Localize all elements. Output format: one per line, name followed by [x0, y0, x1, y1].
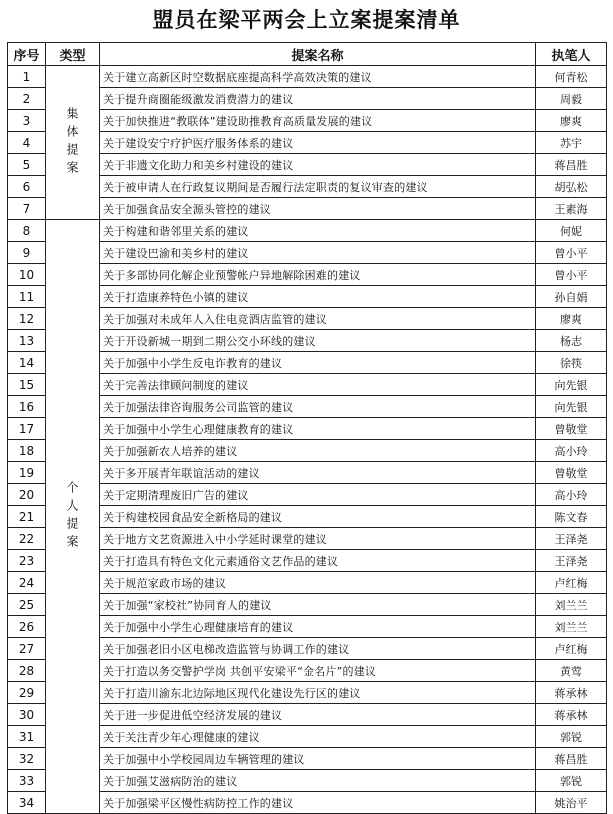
- cell-no: 16: [8, 396, 46, 418]
- cell-no: 22: [8, 528, 46, 550]
- cell-proposal-name: 关于打造以务交警护学岗 共创平安梁平“金名片”的建议: [100, 660, 536, 682]
- cell-no: 12: [8, 308, 46, 330]
- cell-author: 刘兰兰: [536, 594, 607, 616]
- cell-author: 蒋昌胜: [536, 748, 607, 770]
- cell-proposal-name: 关于加强艾滋病防治的建议: [100, 770, 536, 792]
- cell-proposal-name: 关于打造川渝东北边际地区现代化建设先行区的建议: [100, 682, 536, 704]
- cell-author: 卢红梅: [536, 572, 607, 594]
- cell-author: 陈文春: [536, 506, 607, 528]
- cell-no: 21: [8, 506, 46, 528]
- cell-proposal-name: 关于完善法律顾问制度的建议: [100, 374, 536, 396]
- cell-author: 何青松: [536, 66, 607, 88]
- cell-author: 王泽尧: [536, 528, 607, 550]
- cell-proposal-name: 关于加强中小学生心理健康教育的建议: [100, 418, 536, 440]
- cell-author: 蒋承林: [536, 704, 607, 726]
- cell-author: 曾小平: [536, 242, 607, 264]
- cell-author: 向先银: [536, 396, 607, 418]
- cell-no: 23: [8, 550, 46, 572]
- cell-proposal-name: 关于规范家政市场的建议: [100, 572, 536, 594]
- cell-no: 4: [8, 132, 46, 154]
- cell-proposal-name: 关于建设安宁疗护医疗服务体系的建议: [100, 132, 536, 154]
- cell-no: 9: [8, 242, 46, 264]
- cell-author: 廖爽: [536, 308, 607, 330]
- cell-proposal-name: 关于被申请人在行政复议期间是否履行法定职责的复议审查的建议: [100, 176, 536, 198]
- cell-no: 28: [8, 660, 46, 682]
- cell-no: 24: [8, 572, 46, 594]
- cell-proposal-name: 关于打造具有特色文化元素通俗文艺作品的建议: [100, 550, 536, 572]
- cell-author: 孙自娟: [536, 286, 607, 308]
- header-name: 提案名称: [100, 43, 536, 66]
- proposal-table: [7, 42, 607, 814]
- table-row: [8, 66, 607, 88]
- table-body: [8, 66, 607, 814]
- cell-author: 郭锐: [536, 726, 607, 748]
- cell-no: 18: [8, 440, 46, 462]
- cell-author: 王泽尧: [536, 550, 607, 572]
- cell-no: 14: [8, 352, 46, 374]
- cell-no: 33: [8, 770, 46, 792]
- page-title: 盟员在梁平两会上立案提案清单: [152, 7, 461, 32]
- cell-author: 曾敬堂: [536, 418, 607, 440]
- cell-no: 27: [8, 638, 46, 660]
- cell-no: 5: [8, 154, 46, 176]
- cell-no: 11: [8, 286, 46, 308]
- cell-proposal-name: 关于加强新农人培养的建议: [100, 440, 536, 462]
- cell-no: 29: [8, 682, 46, 704]
- cell-no: 2: [8, 88, 46, 110]
- cell-author: 王素海: [536, 198, 607, 220]
- cell-proposal-name: 关于非遗文化助力和美乡村建设的建议: [100, 154, 536, 176]
- cell-proposal-name: 关于构建校园食品安全新格局的建议: [100, 506, 536, 528]
- cell-author: 胡弘松: [536, 176, 607, 198]
- header-type: 类型: [46, 43, 100, 66]
- cell-proposal-name: 关于加强法律咨询服务公司监管的建议: [100, 396, 536, 418]
- cell-proposal-name: 关于关注青少年心理健康的建议: [100, 726, 536, 748]
- cell-proposal-name: 关于多部协同化解企业预警帐户异地解除困难的建议: [100, 264, 536, 286]
- cell-author: 蒋昌胜: [536, 154, 607, 176]
- cell-author: 苏宇: [536, 132, 607, 154]
- cell-proposal-name: 关于加强“家校社”协同育人的建议: [100, 594, 536, 616]
- cell-proposal-name: 关于地方文艺资源进入中小学延时课堂的建议: [100, 528, 536, 550]
- cell-no: 13: [8, 330, 46, 352]
- cell-no: 34: [8, 792, 46, 814]
- cell-no: 10: [8, 264, 46, 286]
- cell-proposal-name: 关于加强食品安全源头管控的建议: [100, 198, 536, 220]
- cell-proposal-name: 关于加强老旧小区电梯改造监管与协调工作的建议: [100, 638, 536, 660]
- cell-proposal-name: 关于多开展青年联谊活动的建议: [100, 462, 536, 484]
- cell-author: 姚治平: [536, 792, 607, 814]
- table-header-row: [8, 43, 607, 66]
- cell-proposal-name: 关于加强梁平区慢性病防控工作的建议: [100, 792, 536, 814]
- cell-proposal-name: 关于建设巴渝和美乡村的建议: [100, 242, 536, 264]
- cell-no: 32: [8, 748, 46, 770]
- cell-no: 8: [8, 220, 46, 242]
- cell-author: 曾小平: [536, 264, 607, 286]
- cell-proposal-name: 关于定期清理废旧广告的建议: [100, 484, 536, 506]
- cell-no: 26: [8, 616, 46, 638]
- cell-no: 17: [8, 418, 46, 440]
- cell-author: 徐筷: [536, 352, 607, 374]
- cell-no: 3: [8, 110, 46, 132]
- cell-proposal-name: 关于提升商圈能级激发消费潜力的建议: [100, 88, 536, 110]
- cell-author: 刘兰兰: [536, 616, 607, 638]
- cell-author: 廖爽: [536, 110, 607, 132]
- header-author: 执笔人: [536, 43, 607, 66]
- cell-author: 黄莺: [536, 660, 607, 682]
- cell-no: 31: [8, 726, 46, 748]
- cell-no: 20: [8, 484, 46, 506]
- cell-no: 30: [8, 704, 46, 726]
- cell-author: 曾敬堂: [536, 462, 607, 484]
- cell-type: 集体提案: [46, 66, 100, 220]
- cell-author: 卢红梅: [536, 638, 607, 660]
- cell-proposal-name: 关于加强对未成年人入住电竞酒店监管的建议: [100, 308, 536, 330]
- cell-author: 向先银: [536, 374, 607, 396]
- cell-proposal-name: 关于打造康养特色小镇的建议: [100, 286, 536, 308]
- cell-no: 7: [8, 198, 46, 220]
- cell-author: 杨志: [536, 330, 607, 352]
- cell-proposal-name: 关于建立高新区时空数据底座提高科学高效决策的建议: [100, 66, 536, 88]
- cell-proposal-name: 关于加强中小学校园周边车辆管理的建议: [100, 748, 536, 770]
- cell-no: 15: [8, 374, 46, 396]
- cell-no: 19: [8, 462, 46, 484]
- cell-proposal-name: 关于进一步促进低空经济发展的建议: [100, 704, 536, 726]
- cell-proposal-name: 关于构建和谐邻里关系的建议: [100, 220, 536, 242]
- cell-author: 周毅: [536, 88, 607, 110]
- cell-proposal-name: 关于加强中小学生心理健康培育的建议: [100, 616, 536, 638]
- cell-author: 高小玲: [536, 440, 607, 462]
- cell-proposal-name: 关于加强中小学生反电诈教育的建议: [100, 352, 536, 374]
- cell-type: 个人提案: [46, 220, 100, 814]
- cell-author: 蒋承林: [536, 682, 607, 704]
- cell-no: 1: [8, 66, 46, 88]
- cell-proposal-name: 关于加快推进“教联体”建设助推教育高质量发展的建议: [100, 110, 536, 132]
- cell-no: 25: [8, 594, 46, 616]
- cell-no: 6: [8, 176, 46, 198]
- header-no: 序号: [8, 43, 46, 66]
- cell-proposal-name: 关于开设新城一期到二期公交小环线的建议: [100, 330, 536, 352]
- cell-author: 高小玲: [536, 484, 607, 506]
- cell-author: 郭锐: [536, 770, 607, 792]
- table-row: [8, 220, 607, 242]
- cell-author: 何妮: [536, 220, 607, 242]
